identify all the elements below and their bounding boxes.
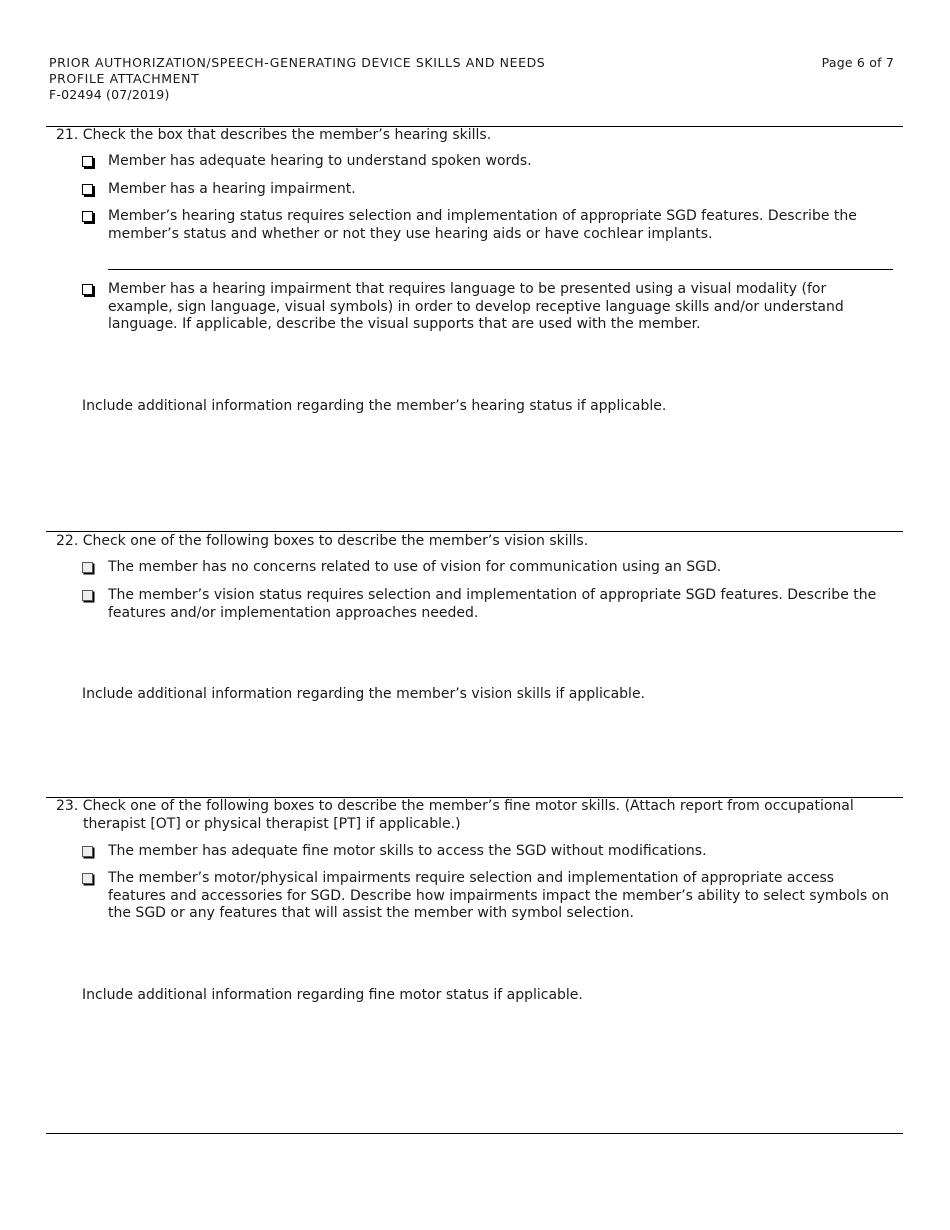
hearing-option-4[interactable] [82,281,894,334]
vision-option-2[interactable] [82,587,894,622]
fine-motor-option-2[interactable] [82,870,894,923]
question-23-text [56,798,901,833]
fine-motor-option-1[interactable] [82,843,894,861]
question-22-text: 22. Check one of the following boxes to describe the member’s vision skills. [56,533,589,549]
option-label: The member has adequate fine motor skills to access the SGD without modifications. [108,843,707,859]
checkbox[interactable] [82,562,93,573]
vision-option-1[interactable] [82,559,894,577]
option-label: The member has no concerns related to use of vision for communication using an SGD. [108,559,722,575]
question-23-text-line1: 23. Check one of the following boxes to describe the member’s fine motor skills. (Attach report from occupational [56,798,854,814]
option-label: Member has a hearing impairment. [108,181,356,197]
vision-additional-info-label: Include additional information regarding the member’s vision skills if applicable. [82,686,646,702]
hearing-option-3[interactable] [82,208,894,243]
checkbox[interactable] [82,156,93,167]
option-label: Member’s hearing status requires selection and implementation of appropriate SGD features. Describe the member’s status and whether or not they use hearing aids or have cochlear implants. [108,208,857,242]
question-22-prompt [56,533,901,551]
option-label: Member has a hearing impairment that requires language to be presented using a visual modality (for example, sign language, visual symbols) in order to develop receptive language skills and/or understand language. If applicable, describe the visual supports that are used with the member. [108,281,844,332]
option-label: The member’s vision status requires selection and implementation of appropriate SGD features. Describe the features and/or implementation approaches needed. [108,587,877,621]
checkbox[interactable] [82,873,93,884]
hearing-description-line[interactable] [108,269,893,270]
section-divider [46,1133,903,1134]
section-divider [46,531,903,532]
form-title [49,55,545,87]
question-21-text: 21. Check the box that describes the member’s hearing skills. [56,127,492,143]
form-title-line2: PROFILE ATTACHMENT [49,71,200,86]
checkbox[interactable] [82,211,93,222]
option-label: The member’s motor/physical impairments require selection and implementation of appropriate access features and accessories for SGD. Describe how impairments impact the member’s ability to select symbols on the SGD or any features that will assist the member with symbol selection. [108,870,890,921]
form-number: F-02494 (07/2019) [49,87,170,102]
fine-motor-additional-info-label: Include additional information regarding fine motor status if applicable. [82,987,583,1003]
question-23-text-line2: therapist [OT] or physical therapist [PT] if applicable.) [83,815,461,832]
hearing-additional-info-label: Include additional information regarding the member’s hearing status if applicable. [82,398,667,414]
checkbox[interactable] [82,590,93,601]
hearing-option-2[interactable] [82,181,894,199]
checkbox[interactable] [82,284,93,295]
question-21-prompt [56,127,901,145]
option-label: Member has adequate hearing to understand spoken words. [108,153,532,169]
hearing-option-1[interactable] [82,153,894,171]
form-title-line1: PRIOR AUTHORIZATION/SPEECH-GENERATING DEVICE SKILLS AND NEEDS [49,55,546,70]
question-23-prompt [56,798,901,833]
page-number: Page 6 of 7 [821,55,894,70]
checkbox[interactable] [82,846,93,857]
checkbox[interactable] [82,184,93,195]
